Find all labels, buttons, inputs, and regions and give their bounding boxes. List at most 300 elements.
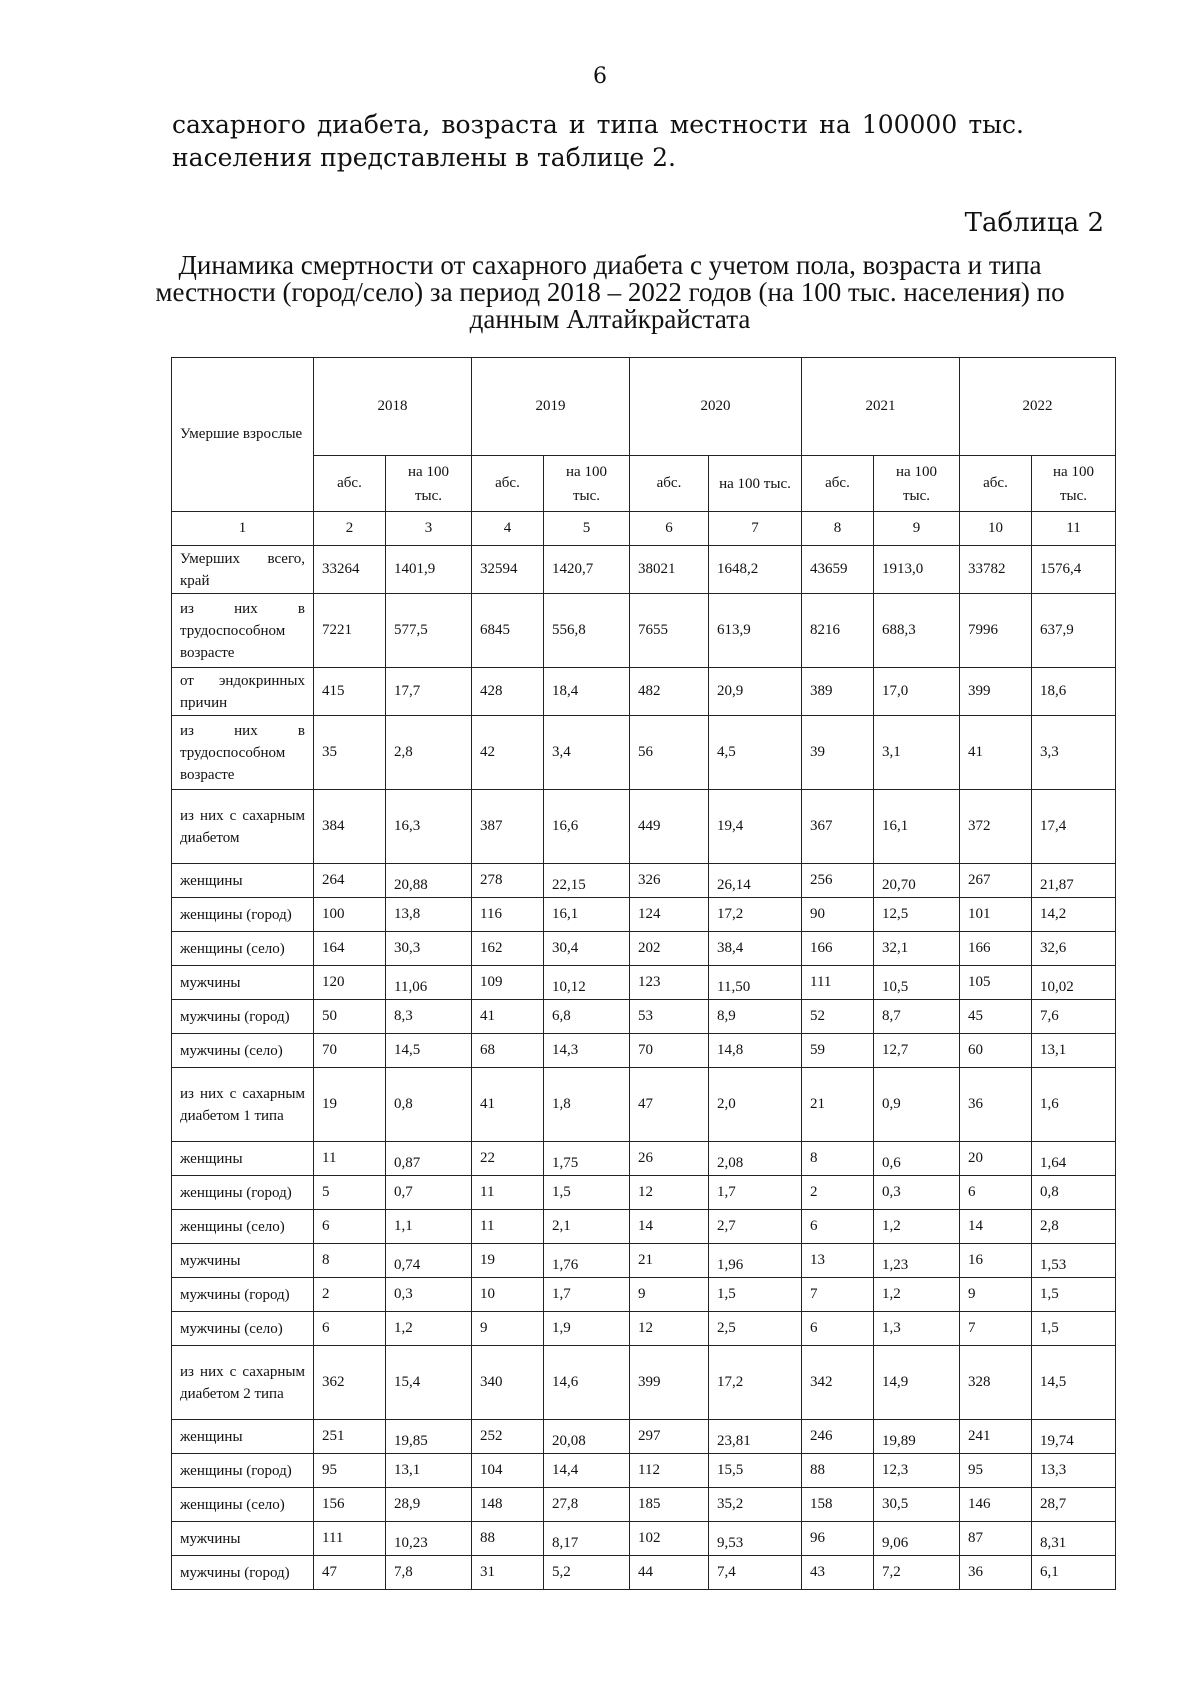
cell-abs: 6 [802,1210,874,1244]
row-label: женщины [172,1420,314,1454]
cell-abs: 246 [802,1420,874,1454]
cell-abs: 202 [630,932,709,966]
cell-per100k: 12,5 [874,898,960,932]
cell-abs: 10 [472,1278,544,1312]
cell-abs: 33264 [314,546,386,594]
cell-abs: 256 [802,864,874,898]
cell-abs: 251 [314,1420,386,1454]
cell-per100k: 19,4 [709,790,802,864]
cell-abs: 123 [630,966,709,1000]
cell-per100k: 16,3 [386,790,472,864]
cell-per100k: 1,9 [544,1312,630,1346]
cell-per100k: 1,7 [544,1278,630,1312]
table-row [172,546,1116,594]
cell-per100k: 30,4 [544,932,630,966]
cell-per100k: 0,3 [874,1176,960,1210]
cell-per100k: 2,08 [709,1142,802,1176]
cell-per100k: 11,06 [386,966,472,1000]
table-row [172,1346,1116,1420]
row-label: женщины [172,1142,314,1176]
cell-per100k: 1420,7 [544,546,630,594]
cell-per100k: 9,06 [874,1522,960,1556]
cell-per100k: 19,74 [1032,1420,1116,1454]
cell-per100k: 8,7 [874,1000,960,1034]
cell-abs: 111 [802,966,874,1000]
subheader-abs: абс. [314,456,386,512]
cell-abs: 328 [960,1346,1032,1420]
cell-per100k: 1,3 [874,1312,960,1346]
cell-abs: 399 [960,668,1032,716]
cell-abs: 7655 [630,594,709,668]
table-row [172,1522,1116,1556]
table-row [172,1068,1116,1142]
table-row [172,1000,1116,1034]
row-label: из них в трудоспособном возрасте [172,594,314,668]
cell-per100k: 3,3 [1032,716,1116,790]
cell-abs: 399 [630,1346,709,1420]
row-label: мужчины [172,1244,314,1278]
cell-per100k: 28,9 [386,1488,472,1522]
cell-per100k: 3,1 [874,716,960,790]
cell-abs: 372 [960,790,1032,864]
cell-per100k: 16,1 [874,790,960,864]
cell-abs: 2 [802,1176,874,1210]
subheader-per100k: на 100 тыс. [1032,456,1116,512]
column-number: 4 [472,512,544,546]
cell-abs: 19 [472,1244,544,1278]
cell-abs: 2 [314,1278,386,1312]
cell-abs: 45 [960,1000,1032,1034]
corner-header: Умершие взрослые [172,358,314,512]
cell-abs: 109 [472,966,544,1000]
row-label: мужчины [172,966,314,1000]
cell-per100k: 30,5 [874,1488,960,1522]
cell-abs: 31 [472,1556,544,1590]
cell-abs: 96 [802,1522,874,1556]
cell-per100k: 14,3 [544,1034,630,1068]
cell-abs: 100 [314,898,386,932]
cell-abs: 384 [314,790,386,864]
cell-per100k: 0,87 [386,1142,472,1176]
cell-abs: 47 [314,1556,386,1590]
cell-per100k: 17,0 [874,668,960,716]
cell-per100k: 637,9 [1032,594,1116,668]
cell-per100k: 19,85 [386,1420,472,1454]
cell-abs: 112 [630,1454,709,1488]
cell-abs: 9 [472,1312,544,1346]
cell-per100k: 13,3 [1032,1454,1116,1488]
cell-abs: 43 [802,1556,874,1590]
subheader-row [172,456,1116,512]
cell-per100k: 14,9 [874,1346,960,1420]
cell-per100k: 8,17 [544,1522,630,1556]
cell-per100k: 20,70 [874,864,960,898]
table-row [172,1278,1116,1312]
cell-abs: 5 [314,1176,386,1210]
cell-per100k: 19,89 [874,1420,960,1454]
cell-per100k: 577,5 [386,594,472,668]
cell-per100k: 7,8 [386,1556,472,1590]
column-number: 10 [960,512,1032,546]
row-label: из них с сахарным диабетом 1 типа [172,1068,314,1142]
cell-abs: 70 [314,1034,386,1068]
row-label: от эндокринных причин [172,668,314,716]
table-row [172,1176,1116,1210]
cell-abs: 35 [314,716,386,790]
cell-per100k: 7,4 [709,1556,802,1590]
cell-per100k: 6,8 [544,1000,630,1034]
cell-abs: 87 [960,1522,1032,1556]
subheader-per100k: на 100 тыс. [709,456,802,512]
cell-per100k: 26,14 [709,864,802,898]
cell-abs: 88 [802,1454,874,1488]
row-label: мужчины (село) [172,1312,314,1346]
cell-abs: 6 [802,1312,874,1346]
cell-abs: 19 [314,1068,386,1142]
cell-per100k: 15,4 [386,1346,472,1420]
cell-abs: 21 [802,1068,874,1142]
cell-per100k: 0,8 [386,1068,472,1142]
cell-per100k: 1,5 [544,1176,630,1210]
cell-per100k: 17,2 [709,1346,802,1420]
cell-abs: 42 [472,716,544,790]
page-number: 6 [593,64,607,89]
cell-abs: 36 [960,1068,1032,1142]
row-label: женщины (город) [172,898,314,932]
mortality-table [171,357,1116,1590]
cell-abs: 50 [314,1000,386,1034]
cell-per100k: 1401,9 [386,546,472,594]
cell-per100k: 11,50 [709,966,802,1000]
column-number: 5 [544,512,630,546]
cell-abs: 53 [630,1000,709,1034]
cell-abs: 41 [472,1068,544,1142]
cell-abs: 8216 [802,594,874,668]
cell-abs: 11 [314,1142,386,1176]
cell-per100k: 10,5 [874,966,960,1000]
cell-abs: 166 [960,932,1032,966]
cell-abs: 6 [960,1176,1032,1210]
cell-per100k: 1648,2 [709,546,802,594]
cell-abs: 60 [960,1034,1032,1068]
cell-per100k: 0,7 [386,1176,472,1210]
cell-per100k: 8,9 [709,1000,802,1034]
column-number: 3 [386,512,472,546]
cell-abs: 164 [314,932,386,966]
cell-abs: 482 [630,668,709,716]
row-label: мужчины (село) [172,1034,314,1068]
cell-per100k: 13,8 [386,898,472,932]
cell-abs: 148 [472,1488,544,1522]
cell-abs: 21 [630,1244,709,1278]
cell-abs: 11 [472,1176,544,1210]
cell-abs: 11 [472,1210,544,1244]
table-body [172,512,1116,1590]
cell-abs: 162 [472,932,544,966]
table-row [172,966,1116,1000]
cell-abs: 36 [960,1556,1032,1590]
column-number-row [172,512,1116,546]
cell-per100k: 2,7 [709,1210,802,1244]
cell-per100k: 12,3 [874,1454,960,1488]
cell-abs: 56 [630,716,709,790]
row-label: женщины (село) [172,932,314,966]
cell-per100k: 7,6 [1032,1000,1116,1034]
cell-per100k: 1,5 [1032,1312,1116,1346]
cell-per100k: 1,2 [874,1278,960,1312]
cell-abs: 12 [630,1176,709,1210]
cell-abs: 362 [314,1346,386,1420]
cell-abs: 252 [472,1420,544,1454]
cell-per100k: 2,8 [1032,1210,1116,1244]
cell-per100k: 14,8 [709,1034,802,1068]
cell-per100k: 8,3 [386,1000,472,1034]
subheader-abs: абс. [802,456,874,512]
table-row [172,1034,1116,1068]
cell-per100k: 16,1 [544,898,630,932]
cell-abs: 156 [314,1488,386,1522]
cell-abs: 8 [802,1142,874,1176]
year-header: 2020 [630,358,802,456]
cell-per100k: 1,5 [709,1278,802,1312]
cell-abs: 415 [314,668,386,716]
cell-per100k: 15,5 [709,1454,802,1488]
year-header: 2019 [472,358,630,456]
cell-per100k: 1,1 [386,1210,472,1244]
cell-abs: 105 [960,966,1032,1000]
cell-per100k: 23,81 [709,1420,802,1454]
cell-per100k: 0,3 [386,1278,472,1312]
cell-per100k: 18,6 [1032,668,1116,716]
column-number: 2 [314,512,386,546]
cell-per100k: 10,23 [386,1522,472,1556]
cell-per100k: 0,6 [874,1142,960,1176]
row-label: из них в трудоспособном возрасте [172,716,314,790]
row-label: из них с сахарным диабетом [172,790,314,864]
cell-abs: 26 [630,1142,709,1176]
cell-abs: 267 [960,864,1032,898]
table-row [172,716,1116,790]
table-row [172,1312,1116,1346]
cell-per100k: 18,4 [544,668,630,716]
cell-per100k: 10,12 [544,966,630,1000]
cell-per100k: 20,08 [544,1420,630,1454]
cell-abs: 41 [960,716,1032,790]
cell-abs: 166 [802,932,874,966]
cell-per100k: 3,4 [544,716,630,790]
cell-abs: 342 [802,1346,874,1420]
cell-abs: 428 [472,668,544,716]
cell-per100k: 1,2 [386,1312,472,1346]
cell-per100k: 17,4 [1032,790,1116,864]
cell-abs: 7221 [314,594,386,668]
cell-per100k: 32,6 [1032,932,1116,966]
cell-abs: 70 [630,1034,709,1068]
cell-per100k: 13,1 [386,1454,472,1488]
column-number: 1 [172,512,314,546]
cell-abs: 41 [472,1000,544,1034]
cell-per100k: 4,5 [709,716,802,790]
cell-per100k: 1,2 [874,1210,960,1244]
cell-abs: 44 [630,1556,709,1590]
cell-abs: 95 [960,1454,1032,1488]
cell-per100k: 688,3 [874,594,960,668]
cell-abs: 95 [314,1454,386,1488]
cell-per100k: 16,6 [544,790,630,864]
cell-abs: 297 [630,1420,709,1454]
table-row [172,790,1116,864]
cell-per100k: 8,31 [1032,1522,1116,1556]
cell-abs: 389 [802,668,874,716]
cell-abs: 12 [630,1312,709,1346]
cell-per100k: 28,7 [1032,1488,1116,1522]
cell-per100k: 22,15 [544,864,630,898]
cell-per100k: 9,53 [709,1522,802,1556]
subheader-per100k: на 100 тыс. [544,456,630,512]
cell-abs: 7 [960,1312,1032,1346]
column-number: 7 [709,512,802,546]
cell-per100k: 20,9 [709,668,802,716]
cell-abs: 111 [314,1522,386,1556]
row-label: мужчины [172,1522,314,1556]
cell-abs: 340 [472,1346,544,1420]
cell-per100k: 12,7 [874,1034,960,1068]
row-label: мужчины (город) [172,1000,314,1034]
cell-abs: 326 [630,864,709,898]
cell-abs: 88 [472,1522,544,1556]
table-row [172,864,1116,898]
cell-per100k: 1,8 [544,1068,630,1142]
cell-abs: 104 [472,1454,544,1488]
table-row [172,1420,1116,1454]
subheader-abs: абс. [960,456,1032,512]
cell-per100k: 14,6 [544,1346,630,1420]
cell-abs: 367 [802,790,874,864]
row-label: женщины [172,864,314,898]
cell-abs: 8 [314,1244,386,1278]
cell-per100k: 613,9 [709,594,802,668]
cell-per100k: 7,2 [874,1556,960,1590]
column-number: 6 [630,512,709,546]
row-label: из них с сахарным диабетом 2 типа [172,1346,314,1420]
table-caption: Динамика смертности от сахарного диабета с учетом пола, возраста и типа местности (город/село) за период 2018 – 2022 годов (на 100 тыс. населения) по данным Алтайкрайстата [155,250,1065,334]
cell-per100k: 14,4 [544,1454,630,1488]
table-row [172,898,1116,932]
cell-per100k: 21,87 [1032,864,1116,898]
cell-per100k: 1,23 [874,1244,960,1278]
cell-abs: 124 [630,898,709,932]
cell-abs: 32594 [472,546,544,594]
year-header: 2021 [802,358,960,456]
cell-per100k: 1913,0 [874,546,960,594]
cell-abs: 449 [630,790,709,864]
cell-abs: 241 [960,1420,1032,1454]
cell-abs: 13 [802,1244,874,1278]
year-header-row [172,358,1116,456]
cell-abs: 7 [802,1278,874,1312]
cell-abs: 9 [960,1278,1032,1312]
cell-abs: 16 [960,1244,1032,1278]
cell-per100k: 1,6 [1032,1068,1116,1142]
cell-per100k: 2,5 [709,1312,802,1346]
cell-abs: 39 [802,716,874,790]
subheader-per100k: на 100 тыс. [874,456,960,512]
cell-per100k: 1,64 [1032,1142,1116,1176]
year-header: 2022 [960,358,1116,456]
cell-abs: 7996 [960,594,1032,668]
row-label: мужчины (город) [172,1556,314,1590]
cell-per100k: 14,2 [1032,898,1116,932]
cell-per100k: 1,75 [544,1142,630,1176]
subheader-abs: абс. [472,456,544,512]
cell-abs: 101 [960,898,1032,932]
row-label: Умерших всего, край [172,546,314,594]
intro-paragraph: сахарного диабета, возраста и типа местности на 100000 тыс. населения представлены в таблице 2. [172,110,1024,172]
cell-abs: 116 [472,898,544,932]
cell-per100k: 17,7 [386,668,472,716]
cell-per100k: 20,88 [386,864,472,898]
table-row [172,1142,1116,1176]
table-row [172,594,1116,668]
cell-per100k: 0,8 [1032,1176,1116,1210]
column-number: 9 [874,512,960,546]
cell-per100k: 556,8 [544,594,630,668]
row-label: женщины (город) [172,1176,314,1210]
cell-abs: 102 [630,1522,709,1556]
cell-per100k: 27,8 [544,1488,630,1522]
cell-per100k: 32,1 [874,932,960,966]
row-label: женщины (село) [172,1488,314,1522]
cell-per100k: 10,02 [1032,966,1116,1000]
cell-abs: 90 [802,898,874,932]
cell-abs: 146 [960,1488,1032,1522]
subheader-abs: абс. [630,456,709,512]
column-number: 11 [1032,512,1116,546]
cell-per100k: 13,1 [1032,1034,1116,1068]
table-row [172,1210,1116,1244]
cell-abs: 38021 [630,546,709,594]
cell-per100k: 14,5 [1032,1346,1116,1420]
row-label: мужчины (город) [172,1278,314,1312]
cell-per100k: 1,76 [544,1244,630,1278]
table-row [172,1244,1116,1278]
subheader-per100k: на 100 тыс. [386,456,472,512]
cell-abs: 47 [630,1068,709,1142]
table-row [172,668,1116,716]
cell-per100k: 30,3 [386,932,472,966]
table-row [172,1488,1116,1522]
cell-abs: 33782 [960,546,1032,594]
cell-per100k: 2,1 [544,1210,630,1244]
cell-abs: 59 [802,1034,874,1068]
cell-abs: 278 [472,864,544,898]
cell-abs: 6845 [472,594,544,668]
cell-per100k: 38,4 [709,932,802,966]
cell-per100k: 1,96 [709,1244,802,1278]
cell-abs: 264 [314,864,386,898]
table-row [172,932,1116,966]
cell-abs: 20 [960,1142,1032,1176]
cell-abs: 68 [472,1034,544,1068]
cell-per100k: 2,8 [386,716,472,790]
cell-abs: 6 [314,1312,386,1346]
cell-per100k: 0,9 [874,1068,960,1142]
table-row [172,1556,1116,1590]
cell-per100k: 0,74 [386,1244,472,1278]
cell-abs: 14 [630,1210,709,1244]
row-label: женщины (село) [172,1210,314,1244]
cell-per100k: 1,53 [1032,1244,1116,1278]
